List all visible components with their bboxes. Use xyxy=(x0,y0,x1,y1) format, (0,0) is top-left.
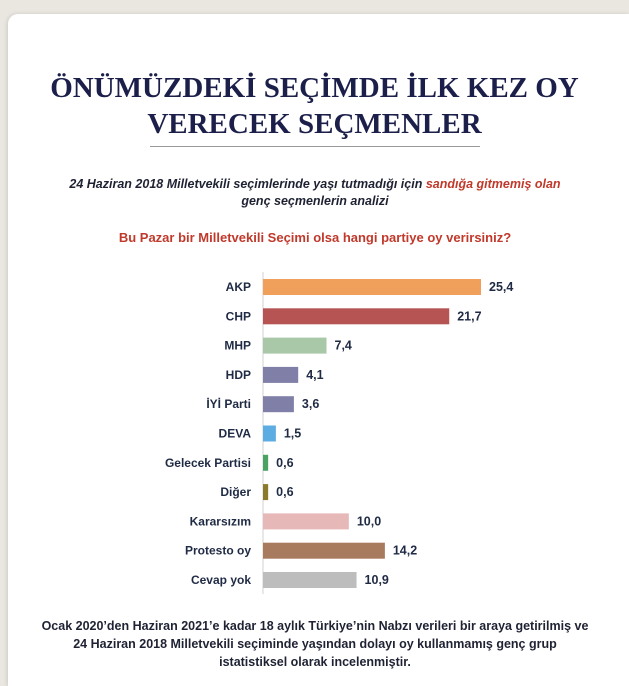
bar xyxy=(263,396,294,412)
bar xyxy=(263,367,298,383)
bar-chart xyxy=(0,270,629,600)
bar xyxy=(263,338,327,354)
category-label: Kararsızım xyxy=(189,514,251,529)
bar xyxy=(263,543,385,559)
category-label: MHP xyxy=(224,338,251,353)
bar xyxy=(263,279,481,295)
title-line-1: ÖNÜMÜZDEKİ SEÇİMDE İLK KEZ OY xyxy=(50,72,579,104)
category-label: Protesto oy xyxy=(184,543,251,558)
bar xyxy=(263,513,349,529)
category-label: Cevap yok xyxy=(190,573,251,587)
value-label: 25,4 xyxy=(489,280,514,294)
value-label: 10,0 xyxy=(356,514,382,529)
bar xyxy=(263,426,276,442)
category-label: İYİ Parti xyxy=(206,397,251,412)
value-label: 3,6 xyxy=(301,397,320,412)
footer-note: Ocak 2020’den Haziran 2021’e kadar 18 aylık Türkiye’nin Nabzı verileri bir araya getirilmiş ve 24 Haziran 2018 Milletvekili seçiminde yaşından dolayı oy kullanmamış genç grup istatistiksel olarak incelenmiştir. xyxy=(41,619,589,669)
value-label: 1,5 xyxy=(283,426,302,441)
value-label: 0,6 xyxy=(276,455,294,470)
subtitle xyxy=(60,176,570,210)
value-label: 0,6 xyxy=(276,485,294,500)
subtitle-highlight: sandığa gitmemiş olan xyxy=(425,177,561,191)
category-label: Gelecek Partisi xyxy=(164,455,251,470)
bar xyxy=(263,572,357,588)
value-label: 14,2 xyxy=(392,543,418,558)
value-label: 7,4 xyxy=(334,338,352,353)
category-label: CHP xyxy=(225,309,251,324)
value-label: 4,1 xyxy=(306,367,324,382)
title-divider xyxy=(150,146,480,147)
category-label: Diğer xyxy=(220,485,251,500)
title-line-2: VERECEK SEÇMENLER xyxy=(147,108,482,140)
page-title xyxy=(0,70,629,142)
category-label: HDP xyxy=(225,367,251,382)
value-label: 21,7 xyxy=(457,309,482,324)
category-label: AKP xyxy=(225,280,251,294)
bar xyxy=(263,308,449,324)
subtitle-part-1: 24 Haziran 2018 Milletvekili seçimlerinde yaşı tutmadığı için xyxy=(69,177,426,191)
bar xyxy=(263,484,268,500)
survey-question: Bu Pazar bir Milletvekili Seçimi olsa hangi partiye oy verirsiniz? xyxy=(118,230,512,245)
subtitle-part-2: genç seçmenlerin analizi xyxy=(241,194,389,208)
bar xyxy=(263,455,268,471)
value-label: 10,9 xyxy=(364,573,389,587)
category-label: DEVA xyxy=(218,426,251,441)
